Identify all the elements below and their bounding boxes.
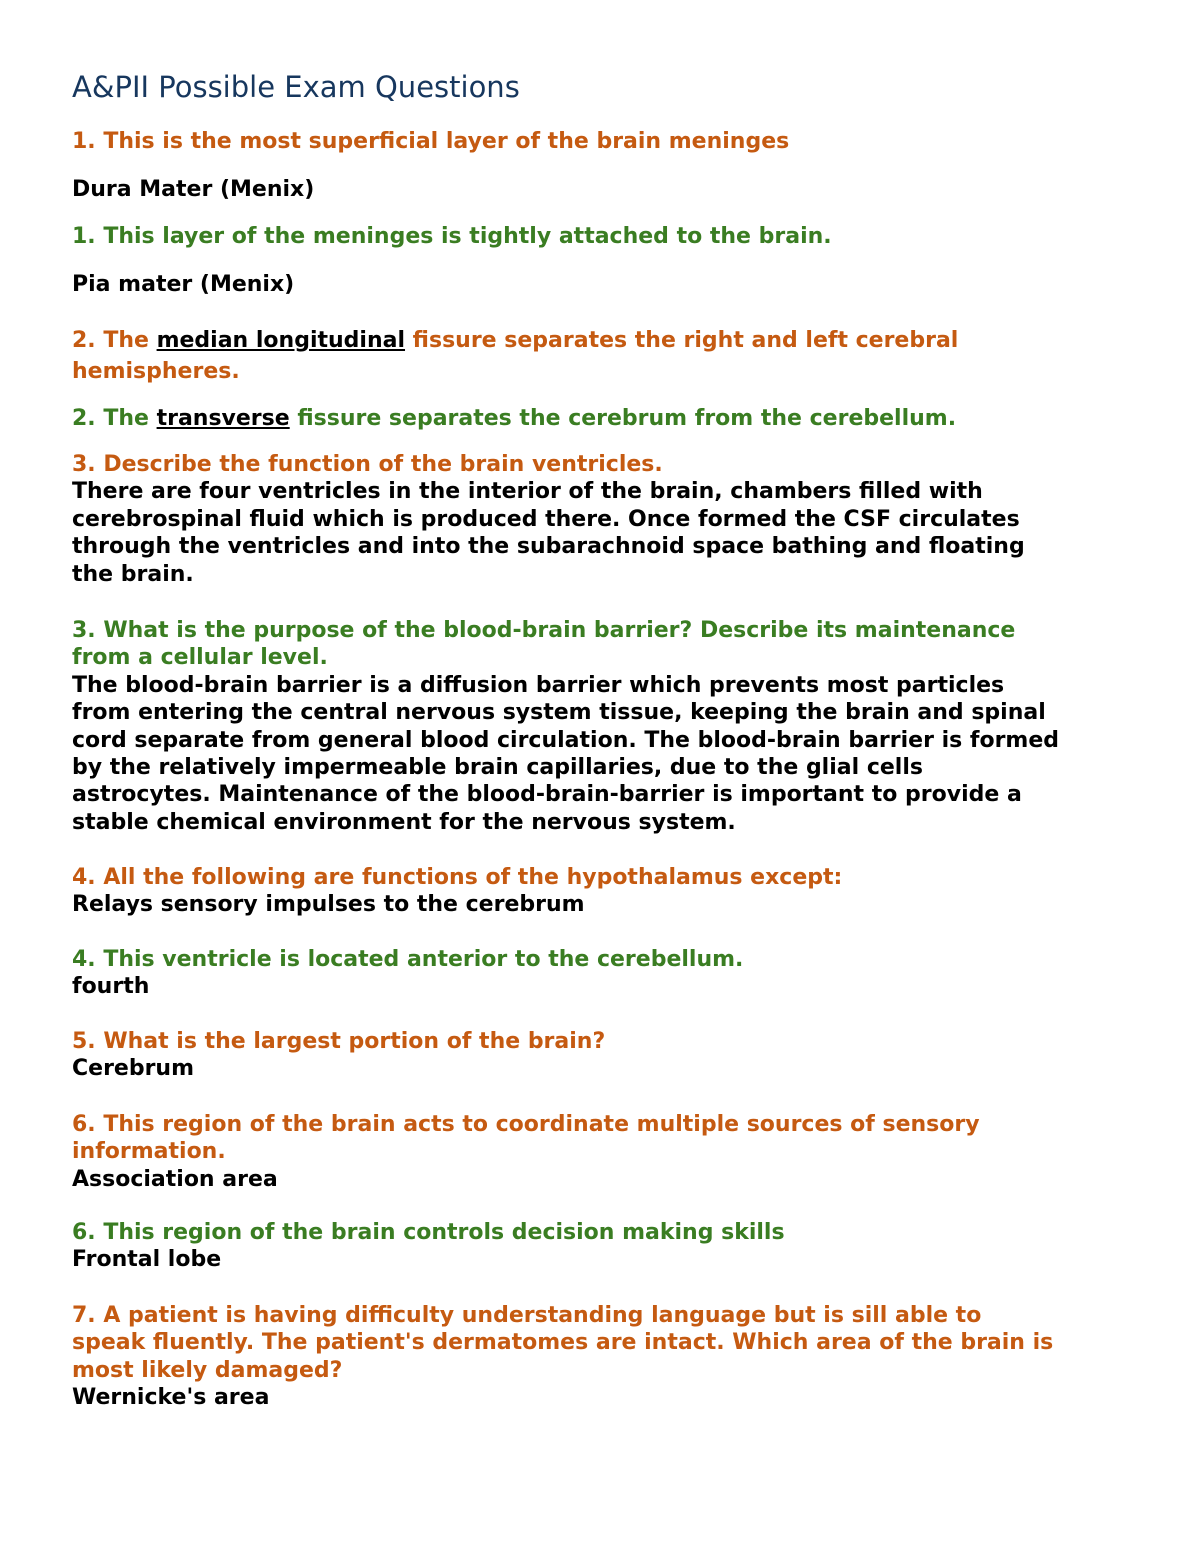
question-6a-line: 6. This region of the brain acts to coordinate multiple sources of sensory	[72, 1112, 980, 1137]
question-3b-line: from a cellular level.	[72, 645, 328, 671]
answer-5: Cerebrum	[72, 1056, 195, 1082]
qa-6a	[72, 1111, 1142, 1193]
qa-3a	[72, 451, 1142, 588]
answer-7: Wernicke's area	[72, 1385, 270, 1411]
question-6a-line: information.	[72, 1139, 226, 1165]
question-7-line: most likely damaged?	[72, 1357, 343, 1383]
question-2b-term: transverse	[156, 406, 290, 431]
question-2b-prefix: 2. The	[72, 406, 157, 431]
question-2a-term: median longitudinal	[156, 328, 406, 353]
question-3b-line: 3. What is the purpose of the blood-brain barrier? Describe its maintenance	[72, 618, 1016, 643]
answer-3a-line: through the ventricles and into the subarachnoid space bathing and floating	[72, 534, 1025, 560]
answer-3b-line: cord separate from general blood circulation. The blood-brain barrier is formed	[72, 727, 1060, 753]
question-6b: 6. This region of the brain controls decision making skills	[72, 1220, 785, 1245]
question-5: 5. What is the largest portion of the brain?	[72, 1029, 606, 1054]
question-2a-prefix: 2. The	[72, 328, 157, 353]
answer-6b: Frontal lobe	[72, 1247, 222, 1273]
question-2a-line2: hemispheres.	[72, 358, 240, 384]
qa-6b	[72, 1219, 1142, 1274]
answer-3a-line: cerebrospinal fluid which is produced there. Once formed the CSF circulates	[72, 506, 1020, 532]
answer-1a: Dura Mater (Menix)	[72, 177, 315, 202]
question-1a: 1. This is the most superficial layer of the brain meninges	[72, 129, 790, 154]
answer-3b-line: astrocytes. Maintenance of the blood-brain-barrier is important to provide a	[72, 782, 1022, 808]
question-2a	[72, 326, 1142, 387]
qa-5	[72, 1028, 1142, 1083]
qa-3b	[72, 617, 1142, 836]
question-2b	[72, 405, 1142, 432]
answer-4b: fourth	[72, 974, 150, 1000]
question-2b-suffix: fissure separates the cerebrum from the cerebellum.	[289, 406, 957, 431]
page-title: A&PII Possible Exam Questions	[72, 70, 520, 104]
question-3a: 3. Describe the function of the brain ventricles.	[72, 452, 663, 477]
answer-3b-line: from entering the central nervous system tissue, keeping the brain and spinal	[72, 700, 1046, 726]
answer-3b-line: The blood-brain barrier is a diffusion barrier which prevents most particles	[72, 672, 1005, 698]
question-1b: 1. This layer of the meninges is tightly attached to the brain.	[72, 224, 832, 249]
answer-4a: Relays sensory impulses to the cerebrum	[72, 892, 585, 918]
question-7-line: speak fluently. The patient's dermatomes are intact. Which area of the brain is	[72, 1330, 1054, 1356]
answer-3a-line: There are four ventricles in the interior of the brain, chambers filled with	[72, 479, 983, 505]
answer-3b-line: by the relatively impermeable brain capillaries, due to the glial cells	[72, 755, 923, 781]
answer-1b: Pia mater (Menix)	[72, 272, 295, 297]
question-2a-suffix: fissure separates the right and left cerebral	[405, 328, 959, 353]
qa-4a	[72, 864, 1142, 919]
qa-4b	[72, 946, 1142, 1001]
question-4b: 4. This ventricle is located anterior to the cerebellum.	[72, 947, 744, 972]
answer-3a-line: the brain.	[72, 561, 194, 587]
question-4a: 4. All the following are functions of the hypothalamus except:	[72, 865, 843, 890]
qa-7	[72, 1302, 1142, 1412]
question-7-line: 7. A patient is having difficulty understanding language but is sill able to	[72, 1303, 982, 1328]
answer-6a: Association area	[72, 1166, 278, 1192]
answer-3b-line: stable chemical environment for the nervous system.	[72, 809, 736, 835]
